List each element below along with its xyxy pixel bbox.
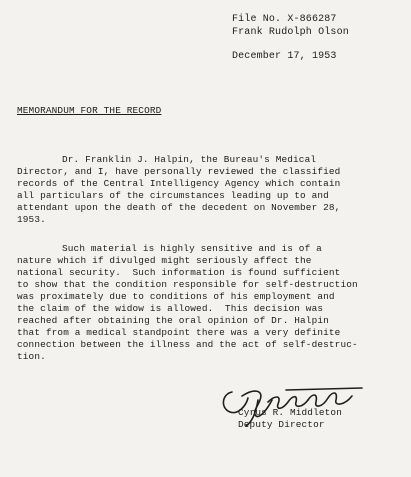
paragraph-line: records of the Central Intelligency Agency which contain — [17, 178, 341, 189]
paragraph-line: was proximately due to conditions of his employment and — [17, 291, 335, 302]
paragraph-line: national security. Such information is found sufficient — [17, 267, 341, 278]
paragraph-line: to show that the condition responsible for self-destruction — [17, 279, 358, 290]
paragraph-line: Director, and I, have personally reviewed the classified — [17, 166, 341, 177]
document-date: December 17, 1953 — [232, 51, 337, 62]
paragraph-line: nature which if divulged might seriously affect the — [17, 255, 312, 266]
paragraph-line: the claim of the widow is allowed. This decision was — [17, 303, 324, 314]
paragraph-line: that from a medical standpoint there was a very definite — [17, 327, 341, 338]
paragraph-line: attendant upon the death of the decedent on November 28, — [17, 202, 341, 213]
signer-title: Deputy Director — [238, 419, 325, 430]
memo-title: MEMORANDUM FOR THE RECORD — [17, 105, 162, 116]
paragraph-line: 1953. — [17, 214, 46, 225]
file-name: Frank Rudolph Olson — [232, 27, 349, 38]
paragraph-line: Dr. Franklin J. Halpin, the Bureau's Medical — [62, 154, 317, 165]
file-number: File No. X-866287 — [232, 14, 337, 25]
paragraph-line: reached after obtaining the oral opinion of Dr. Halpin — [17, 315, 329, 326]
paragraph-line: all particulars of the circumstances leading up to and — [17, 190, 329, 201]
paragraph-line: Such material is highly sensitive and is of a — [62, 243, 322, 254]
paragraph-line: connection between the illness and the act of self-destruc- — [17, 339, 358, 350]
paragraph-line: tion. — [17, 351, 46, 362]
signer-name: Cyrus R. Middleton — [238, 407, 342, 418]
